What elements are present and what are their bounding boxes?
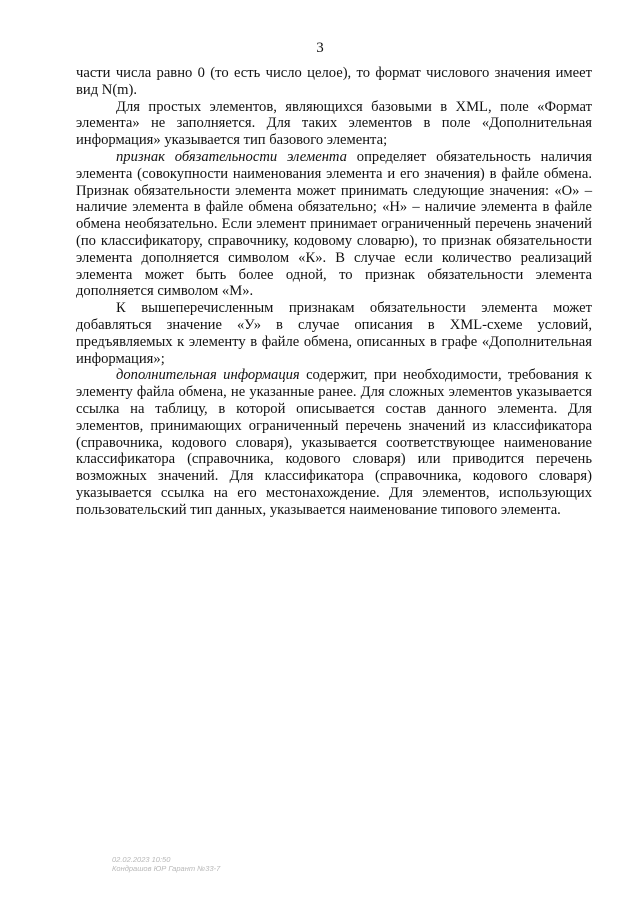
paragraph-1-text: части числа равно 0 (то есть число целое), то формат числового значения имеет вид N(m). [76,65,592,98]
document-body [76,65,592,519]
stamp-author: Кондрашов ЮР Гарант №33-7 [112,864,221,873]
paragraph-4 [76,300,592,367]
paragraph-4-text: К вышеперечисленным признакам обязательности элемента может добавляться значение «У» в случае описания в XML-схеме условий, предъявляемых к элементу в файле обмена, описанных в графе «Дополнительная информация»; [76,300,592,367]
stamp-date: 02.02.2023 10:50 [112,855,171,864]
page-number: 3 [316,40,324,56]
paragraph-2 [76,99,592,149]
paragraph-1 [76,65,592,99]
paragraph-3-term: признак обязательности элемента [116,148,347,165]
paragraph-5 [76,367,592,518]
paragraph-3-text: определяет обязательность наличия элемента (совокупности наименования элемента и его значения) в файле обмена. Признак обязательности элемента может принимать следующие значения: «О» – наличие элемента в файле обмена обязательно; «Н» – наличие элемента в файле обмена необязательно. Если элемент принимает ограниченный перечень значений (по классификатору, справочнику, кодовому словарю), то признак обязательности элемента дополняется символом «К». В случае если количество реализаций элемента может быть более одной, то признак обязательности элемента дополняется символом «М». [76,148,592,300]
paragraph-2-text: Для простых элементов, являющихся базовыми в XML, поле «Формат элемента» не заполняется. Для таких элементов в поле «Дополнительная информация» указывается тип базового элемента; [76,98,592,149]
paragraph-3 [76,149,592,300]
paragraph-5-text: содержит, при необходимости, требования к элементу файла обмена, не указанные ранее. Для сложных элементов указывается ссылка на таблицу, в которой описывается состав данного элемента. Для элементов, принимающих ограниченный перечень значений из классификатора (справочника, кодового словаря), указывается соответствующее наименование классификатора (справочника, кодового словаря) или приводится перечень возможных значений. Для классификатора (справочника, кодового словаря) указывается ссылка на его местонахождение. Для элементов, использующих пользовательский тип данных, указывается наименование типового элемента. [76,367,592,518]
paragraph-5-term: дополнительная информация [116,367,300,384]
signature-stamp [112,855,220,873]
